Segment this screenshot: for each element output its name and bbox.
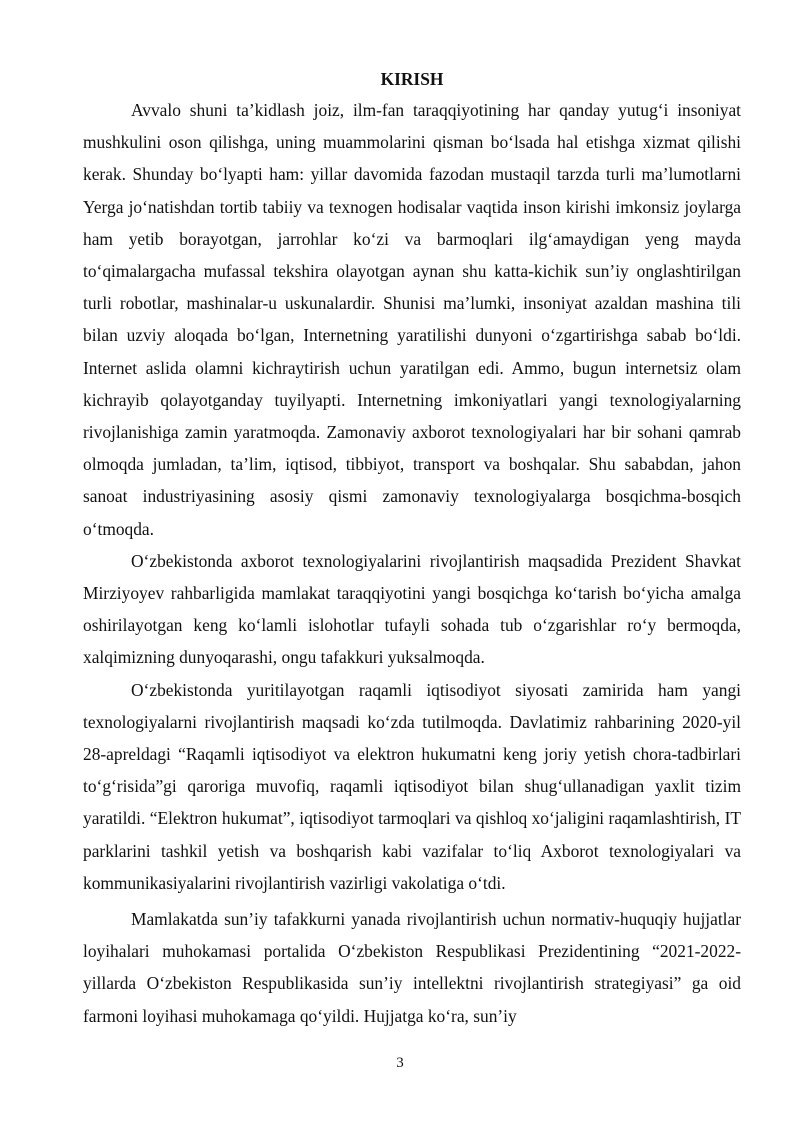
page-number: 3 <box>396 1055 404 1071</box>
section-heading: KIRISH <box>380 69 444 89</box>
paragraph: Mamlakatda sun’iy tafakkurni yanada rivojlantirish uchun normativ-huquqiy hujjatlar loyihalari muhokamasi portalida O‘zbekiston Respublikasi Prezidentining “2021-2022-yillarda O‘zbekiston Respublikasida sun’iy intellektni rivojlantirish strategiyasi” ga oid farmoni loyihasi muhokamaga qo‘yildi. Hujjatga ko‘ra, sun’iy <box>83 909 741 1026</box>
paragraph: Avvalo shuni ta’kidlash joiz, ilm-fan taraqqiyotining har qanday yutug‘i insoniyat mushkulini oson qilishga, uning muammolarini qisman bo‘lsada hal etishga xizmat qilishi kerak. Shunday bo‘lyapti ham: yillar davomida fazodan mustaqil tarzda turli ma’lumotlarni Yerga jo‘natishdan tortib tabiiy va texnogen hodisalar vaqtida inson kirishi imkonsiz joylarga ham yetib borayotgan, jarrohlar ko‘zi va barmoqlari ilg‘amaydigan yeng mayda to‘qimalargacha mufassal tekshira olayotgan aynan shu katta-kichik sun’iy onglashtirilgan turli robotlar, mashinalar-u uskunalardir. Shunisi ma’lumki, insoniyat azaldan mashina tili bilan uzviy aloqada bo‘lgan, Internetning yaratilishi dunyoni o‘zgartirishga sabab bo‘ldi. Internet aslida olamni kichraytirish uchun yaratilgan edi. Ammo, bugun internetsiz olam kichrayib qolayotganday tuyilyapti. Internetning imkoniyatlari yangi texnologiyalarning rivojlanishiga zamin yaratmoqda. Zamonaviy axborot texnologiyalari har bir sohani qamrab olmoqda jumladan, ta’lim, iqtisod, tibbiyot, transport va boshqalar. Shu sababdan, jahon sanoat industriyasining asosiy qismi zamonaviy texnologiyalarga bosqichma-bosqich o‘tmoqda. <box>83 100 741 539</box>
paragraph: O‘zbekistonda axborot texnologiyalarini rivojlantirish maqsadida Prezident Shavkat Mirziyoyev rahbarligida mamlakat taraqqiyotini yangi bosqichga ko‘tarish bo‘yicha amalga oshirilayotgan keng ko‘lamli islohotlar tufayli sohada tub o‘zgarishlar ro‘y bermoqda, xalqimizning dunyoqarashi, ongu tafakkuri yuksalmoqda. <box>83 550 741 668</box>
page-content <box>83 62 741 1032</box>
paragraph: O‘zbekistonda yuritilayotgan raqamli iqtisodiyot siyosati zamirida ham yangi texnologiyalarni rivojlantirish maqsadi ko‘zda tutilmoqda. Davlatimiz rahbarining 2020-yil 28-apreldagi “Raqamli iqtisodiyot va elektron hukumatni keng joriy yetish chora-tadbirlari to‘g‘risida”gi qaroriga muvofiq, raqamli iqtisodiyot bilan shug‘ullanadigan yaxlit tizim yaratildi. “Elektron hukumat”, iqtisodiyot tarmoqlari va qishloq xo‘jaligini raqamlashtirish, IT parklarini tashkil yetish va boshqarish kabi vazifalar to‘liq Axborot texnologiyalari va kommunikasiyalarini rivojlantirish vazirligi vakolatiga o‘tdi. <box>83 679 741 893</box>
